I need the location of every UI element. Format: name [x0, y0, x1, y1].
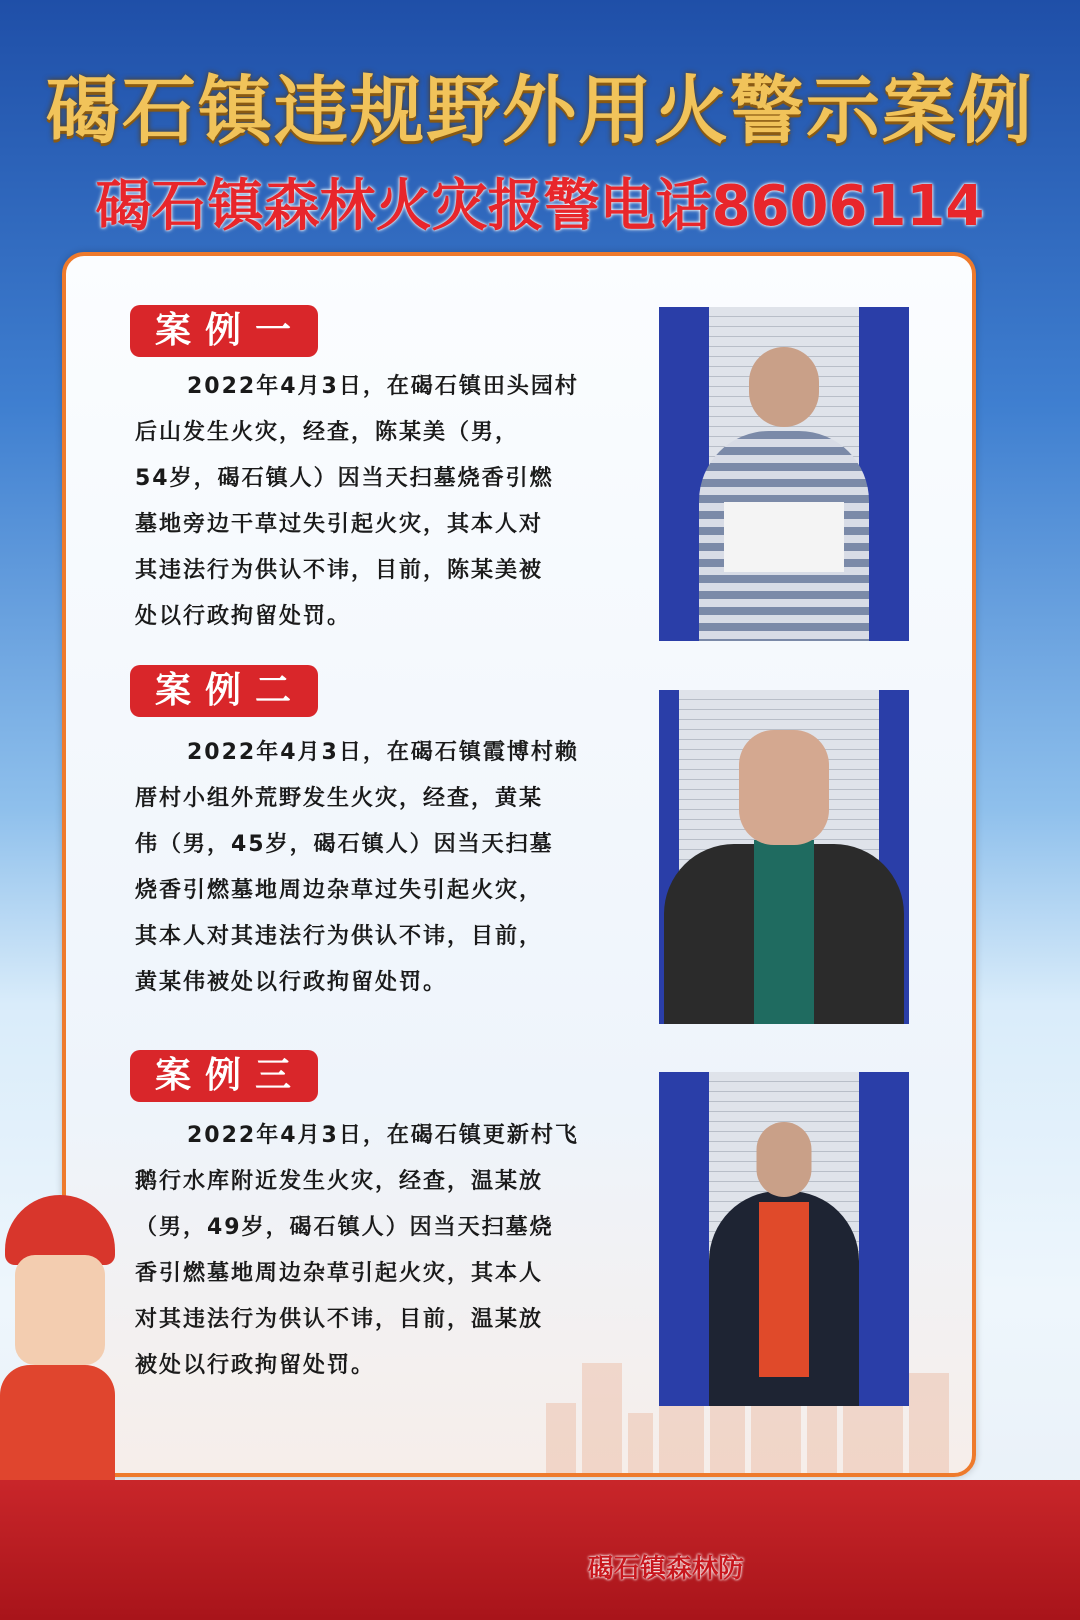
case-1-photo: [659, 307, 909, 641]
case-line: 2022年4月3日，在碣石镇更新村飞: [187, 1123, 579, 1148]
case-line: 其本人对其违法行为供认不讳，目前，: [135, 924, 544, 949]
hotline-subtitle: 碣石镇森林火灾报警电话8606114: [95, 174, 985, 239]
case-line: 被处以行政拘留处罚。: [135, 1353, 376, 1378]
case-line: 香引燃墓地周边杂草引起火灾，其本人: [135, 1261, 544, 1286]
case-line: 54岁，碣石镇人）因当天扫墓烧香引燃: [135, 466, 554, 491]
case-line: 伟（男，45岁，碣石镇人）因当天扫墓: [135, 832, 554, 857]
case-3-text: [135, 1113, 625, 1389]
case-line: 对其违法行为供认不讳，目前，温某放: [135, 1307, 544, 1332]
footer-text: 碣石镇森林防: [588, 1554, 745, 1584]
case-2-photo: [659, 690, 909, 1024]
case-2-text: [135, 730, 625, 1006]
case-3-photo: [659, 1072, 909, 1406]
case-1-label: 案例一: [130, 305, 318, 357]
case-line: 其违法行为供认不讳，目前，陈某美被: [135, 558, 544, 583]
case-line: 2022年4月3日，在碣石镇霞博村赖: [187, 740, 579, 765]
case-line: 鹅行水库附近发生火灾，经查，温某放: [135, 1169, 544, 1194]
case-1-text: [135, 364, 625, 640]
case-line: 黄某伟被处以行政拘留处罚。: [135, 970, 448, 995]
case-line: 厝村小组外荒野发生火灾，经查，黄某: [135, 786, 544, 811]
case-3-label: 案例三: [130, 1050, 318, 1102]
case-line: 2022年4月3日，在碣石镇田头园村: [187, 374, 579, 399]
poster-title: 碣石镇违规野外用火警示案例: [46, 68, 1034, 154]
case-line: 墓地旁边干草过失引起火灾，其本人对: [135, 512, 544, 537]
case-line: （男，49岁，碣石镇人）因当天扫墓烧: [135, 1215, 554, 1240]
case-line: 烧香引燃墓地周边杂草过失引起火灾，: [135, 878, 544, 903]
case-2-label: 案例二: [130, 665, 318, 717]
footer-banner: [0, 1480, 1080, 1620]
case-line: 处以行政拘留处罚。: [135, 604, 352, 629]
case-line: 后山发生火灾，经查，陈某美（男，: [135, 420, 520, 445]
